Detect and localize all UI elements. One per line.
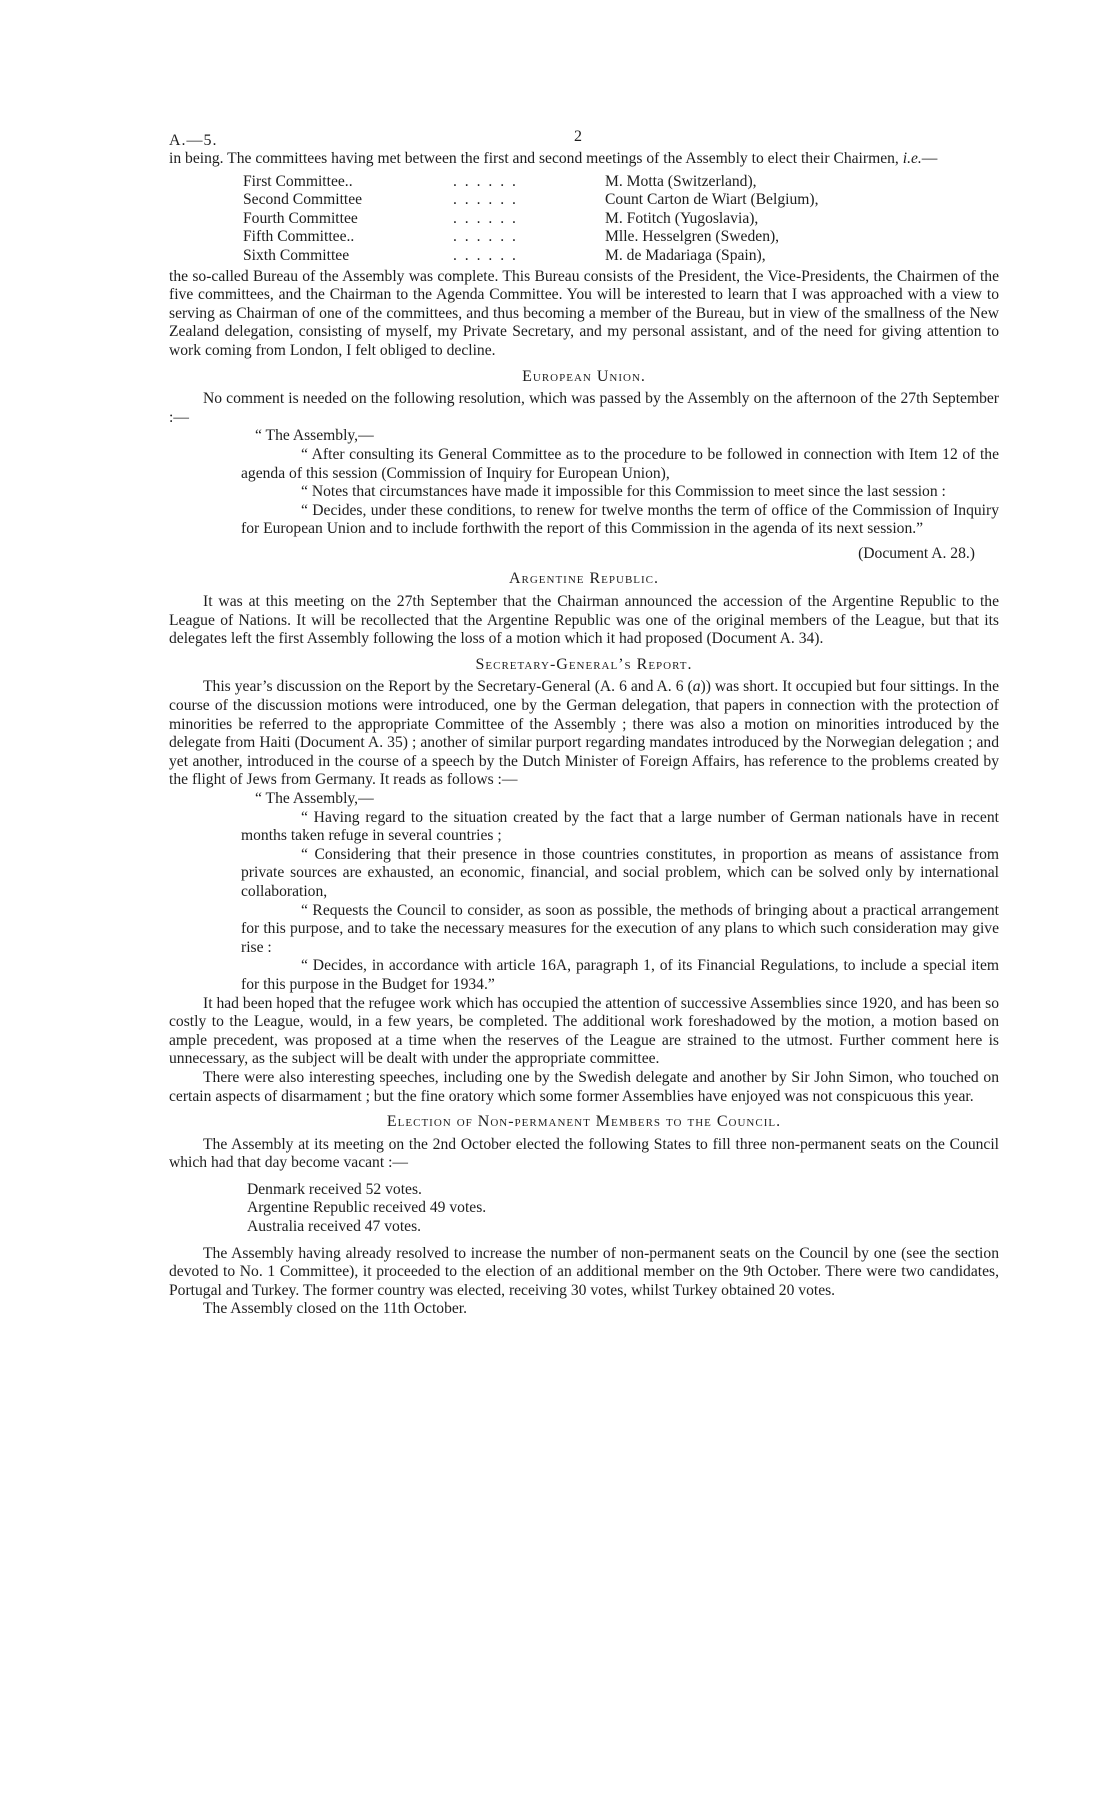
closing-line: The Assembly closed on the 11th October.	[203, 1300, 468, 1318]
committee-chairman: M. de Madariaga (Spain),	[605, 246, 766, 264]
election-heading: Election of Non-permanent Members to the Council.	[386, 1113, 782, 1131]
refugee-work-paragraph: It had been hoped that the refugee work which has occupied the attention of successive Assemblies since 1920, and has been so costly to the League, would, in a few years, be completed. The additional work foreshadowed by the motion, a motion based on ample precedent, was proposed at a time when the reserves of the League are strained to the utmost. Further comment here is unnecessary, as the subject will be dealt with under the appropriate committee.	[169, 994, 999, 1068]
document-reference-a28: (Document A. 28.)	[858, 544, 975, 562]
vote-result: Australia received 47 votes.	[247, 1218, 422, 1236]
refugee-resolution	[241, 790, 999, 995]
document-page	[169, 120, 999, 1319]
committee-row	[243, 210, 818, 229]
committee-chairmen-table	[243, 173, 818, 266]
resolution-clause: “ After consulting its General Committee as to the procedure to be followed in connection with Item 12 of the agenda of this session (Commission of Inquiry for European Union),	[241, 445, 999, 482]
committee-name: First Committee..	[243, 172, 353, 190]
committee-name: Second Committee	[243, 191, 363, 209]
page-header	[169, 120, 999, 150]
vote-result: Argentine Republic received 49 votes.	[247, 1199, 487, 1217]
leader-dots: . . . . . .	[453, 228, 518, 246]
committee-chairman: M. Motta (Switzerland),	[605, 172, 757, 190]
intro-dash: —	[921, 150, 938, 167]
resolution-clause: “ Considering that their presence in those countries constitutes, in proportion as means of assistance from private sources are exhausted, an economic, financial, and social problem, which can be solved only by international collaboration,	[241, 845, 999, 900]
european-union-heading: European Union.	[522, 367, 646, 385]
secretary-report-heading: Secretary-General’s Report.	[475, 655, 693, 673]
leader-dots: . . . . . .	[453, 172, 518, 190]
leader-dots: . . . . . .	[453, 209, 518, 227]
additional-seat-paragraph: The Assembly having already resolved to increase the number of non-permanent seats on the Council by one (see the section devoted to No. 1 Committee), it proceeded to the election of an additional member on the 9th October. There were two candidates, Portugal and Turkey. The former country was elected, receiving 30 votes, whilst Turkey obtained 20 votes.	[169, 1244, 999, 1299]
leader-dots: . . . . . .	[453, 191, 518, 209]
report-text-italic: a	[692, 678, 701, 696]
resolution-clause: “ Decides, in accordance with article 16A, paragraph 1, of its Financial Regulations, to include a special item for this purpose in the Budget for 1934.”	[241, 957, 999, 993]
report-text-1: This year’s discussion on the Report by the Secretary-General (A. 6 and A. 6 (	[203, 678, 693, 696]
intro-text: in being. The committees having met between the first and second meetings of the Assembly to elect their Chairmen,	[169, 150, 903, 167]
intro-ie: i.e.	[902, 150, 922, 167]
intro-paragraph	[169, 150, 999, 169]
vote-result: Denmark received 52 votes.	[247, 1180, 422, 1198]
speeches-paragraph: There were also interesting speeches, including one by the Swedish delegate and another by Sir John Simon, who touched on certain aspects of disarmament ; but the fine oratory which some former Assemblies have enjoyed was not conspicuous this year.	[169, 1068, 999, 1105]
committee-row	[243, 191, 818, 210]
committee-chairman: M. Fotitch (Yugoslavia),	[605, 209, 759, 227]
committee-row	[243, 173, 818, 192]
election-votes-list	[247, 1181, 999, 1237]
argentine-paragraph: It was at this meeting on the 27th September that the Chairman announced the accession of the Argentine Republic to the League of Nations. It will be recollected that the Argentine Republic was one of the original members of the League, but that its delegates left the first Assembly following the loss of a motion which it had proposed (Document A. 34).	[169, 593, 999, 648]
european-union-intro: No comment is needed on the following resolution, which was passed by the Assembly on the afternoon of the 27th September :—	[169, 390, 999, 426]
committee-name: Fourth Committee	[243, 209, 358, 227]
committee-row	[243, 228, 818, 247]
resolution-opening: “ The Assembly,—	[255, 427, 374, 445]
european-union-resolution	[241, 427, 999, 539]
committee-chairman: Mlle. Hesselgren (Sweden),	[605, 228, 780, 246]
argentine-heading: Argentine Republic.	[508, 570, 660, 588]
page-number: 2	[574, 128, 582, 145]
resolution-clause: “ Notes that circumstances have made it impossible for this Commission to meet since the last session :	[301, 483, 946, 501]
document-reference: A.—5.	[169, 132, 218, 149]
resolution-clause: “ Having regard to the situation created by the fact that a large number of German nationals have in recent months taken refuge in several countries ;	[241, 808, 999, 845]
bureau-paragraph: the so-called Bureau of the Assembly was complete. This Bureau consists of the President, the Vice-Presidents, the Chairmen of the five committees, and the Chairman to the Agenda Committee. You will be interested to learn that I was approached with a view to serving as Chairman of one of the committees, and thus becoming a member of the Bureau, but in view of the smallness of the New Zealand delegation, consisting of myself, my Private Secretary, and my personal assistant, and of the need for giving attention to work coming from London, I felt obliged to decline.	[169, 267, 999, 359]
election-intro: The Assembly at its meeting on the 2nd October elected the following States to fill three non-permanent seats on the Council which had that day become vacant :—	[169, 1135, 999, 1172]
report-text-2: )) was short. It occupied but four sittings. In the course of the discussion motions were introduced, one by the German delegation, that papers in connection with the protection of minorities be referred to the appropriate Committee of the Assembly ; there was also a motion on minorities introduced by the delegate from Haiti (Document A. 35) ; another of similar purport regarding mandates introduced by the Norwegian delegation ; and yet another, introduced in the course of a speech by the Dutch Minister of Foreign Affairs, has reference to the problems created by the flight of Jews from Germany. It reads as follows :—	[169, 678, 999, 789]
committee-chairman: Count Carton de Wiart (Belgium),	[605, 191, 819, 209]
resolution-clause: “ Requests the Council to consider, as soon as possible, the methods of bringing about a practical arrangement for this purpose, and to take the necessary measures for the execution of any plans to which such consideration may give rise :	[241, 901, 999, 956]
committee-name: Sixth Committee	[243, 246, 350, 264]
leader-dots: . . . . . .	[453, 246, 518, 264]
resolution-clause: “ Decides, under these conditions, to renew for twelve months the term of office of the Commission of Inquiry for European Union and to include forthwith the report of this Commission in the agenda of its next session.”	[241, 501, 999, 538]
committee-row	[243, 247, 818, 266]
resolution-opening: “ The Assembly,—	[255, 790, 374, 807]
committee-name: Fifth Committee..	[243, 228, 355, 246]
secretary-report-paragraph	[169, 678, 999, 790]
